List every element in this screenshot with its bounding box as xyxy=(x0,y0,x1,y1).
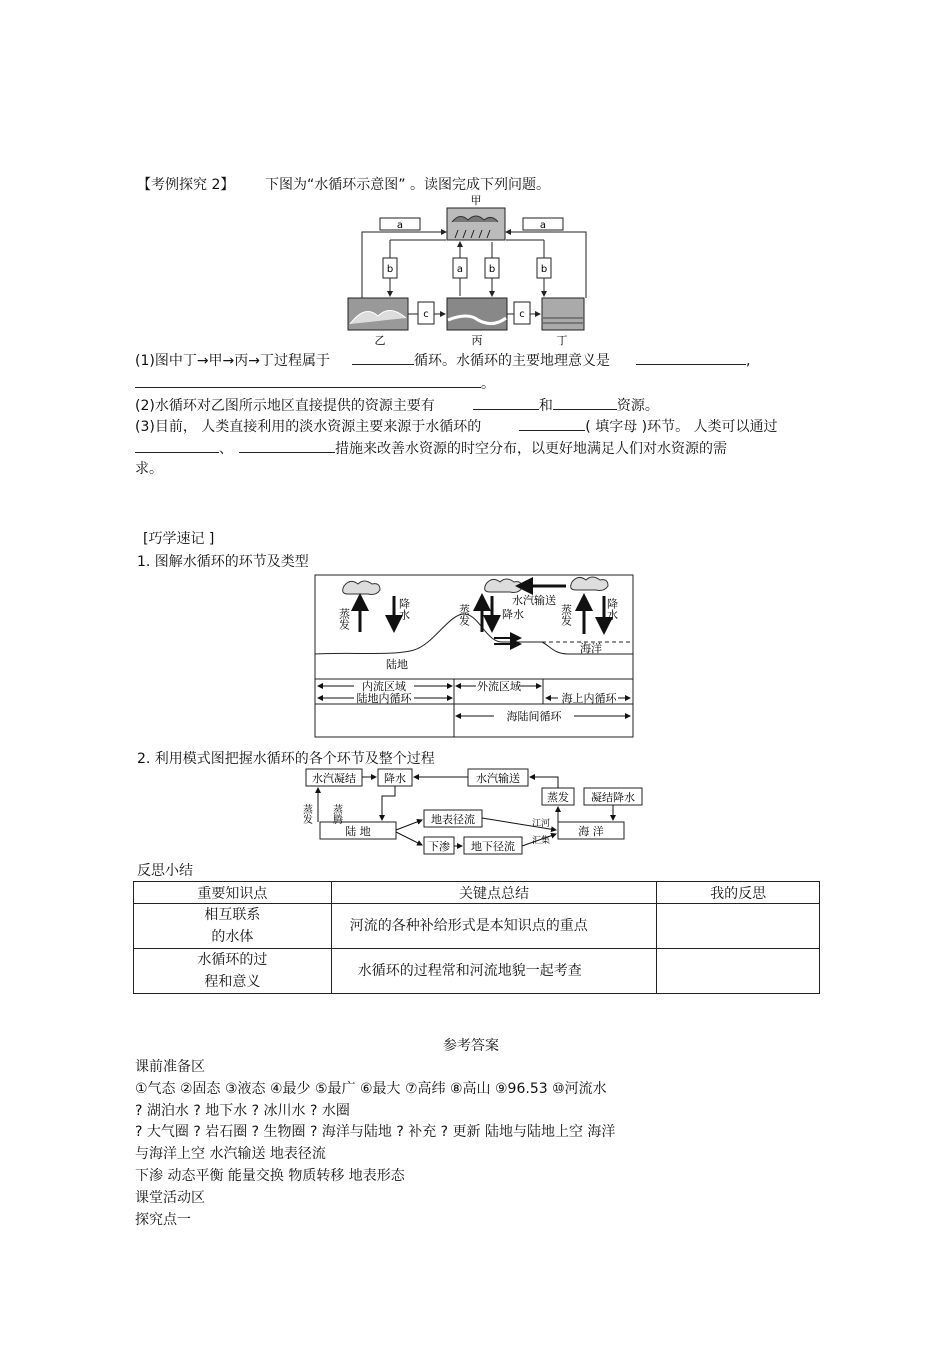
precip-box: 降水 xyxy=(384,772,406,785)
memo-item-1: 1. 图解水循环的环节及类型 xyxy=(137,554,309,570)
answers-line-4: 与海洋上空 水汽输送 地表径流 xyxy=(135,1146,326,1162)
answers-line-1: ①气态 ②固态 ③液态 ④最少 ⑤最广 ⑥最大 ⑦高纬 ⑧高山 ⑨96.53 ⑩河流水 xyxy=(135,1081,607,1097)
seep-box: 下渗 xyxy=(428,840,450,853)
evap-label-3: 蒸发 xyxy=(559,604,573,626)
table-header-row xyxy=(134,882,820,904)
table-row xyxy=(134,949,820,994)
underground-runoff-box: 地下径流 xyxy=(471,840,515,853)
label-a-right: a xyxy=(539,220,547,231)
answers-section-1: 课前准备区 xyxy=(135,1059,205,1075)
evap-vertical-label: 蒸发 xyxy=(300,804,312,824)
answer-blank[interactable] xyxy=(636,350,746,365)
summary-cell: 水循环的过程常和河流地貌一起考查 xyxy=(331,949,657,994)
question-1: (1)图中丁→甲→丙→丁过程属于 循环。水循环的主要地理意义是 , xyxy=(135,350,750,371)
my-reflection-cell[interactable] xyxy=(657,904,820,949)
label-c-1: c xyxy=(423,309,429,320)
river-label-1: 江河 xyxy=(532,819,551,829)
ocean-box: 海 洋 xyxy=(578,825,604,838)
reflection-title: 反思小结 xyxy=(137,863,193,879)
label-bing: 丙 xyxy=(471,334,483,347)
answer-blank[interactable] xyxy=(135,373,481,388)
label-c-2: c xyxy=(519,309,525,320)
question-1-cont: 。 xyxy=(135,373,495,394)
water-cycle-schematic xyxy=(340,192,610,350)
table-header: 关键点总结 xyxy=(331,882,657,904)
river-label-2: 汇集 xyxy=(532,836,551,846)
knowledge-point-cell: 相互联系 的水体 xyxy=(134,904,332,949)
label-a-mid: a xyxy=(456,264,464,275)
answer-blank[interactable] xyxy=(519,416,585,431)
answers-line-5: 下渗 动态平衡 能量交换 物质转移 地表形态 xyxy=(135,1168,405,1184)
answer-blank[interactable] xyxy=(135,438,219,453)
cycle-types-diagram xyxy=(314,574,634,738)
surface-runoff-box: 地表径流 xyxy=(431,813,475,826)
answers-line-3: ? 大气圈 ? 岩石圈 ? 生物圈 ? 海洋与陆地 ? 补充 ? 更新 陆地与陆地上空 海洋 xyxy=(135,1124,616,1140)
question-3-end: 求。 xyxy=(135,461,163,477)
land-box: 陆 地 xyxy=(345,825,371,838)
answers-section-3: 探究点一 xyxy=(135,1212,191,1228)
answer-blank[interactable] xyxy=(553,395,617,410)
sea-land-cycle-label: 海陆间循环 xyxy=(506,710,562,723)
answers-line-2: ? 湖泊水 ? 地下水 ? 冰川水 ? 水圈 xyxy=(135,1103,350,1119)
evap-box: 蒸发 xyxy=(547,791,569,804)
land-cycle-label: 陆地内循环 xyxy=(356,692,412,705)
answer-blank[interactable] xyxy=(239,438,335,453)
evap-label-2: 蒸发 xyxy=(457,604,471,626)
ocean-label: 海洋 xyxy=(580,642,602,655)
evap-label-1: 蒸发 xyxy=(337,608,351,630)
transport-label: 水汽输送 xyxy=(512,594,556,607)
sea-cycle-label: 海上内循环 xyxy=(561,692,617,705)
transport-box: 水汽输送 xyxy=(476,772,520,785)
question-3: (3)目前， 人类直接利用的淡水资源主要来源于水循环的 ( 填字母 )环节。 人类可以通过 xyxy=(135,416,778,437)
question-2: (2)水循环对乙图所示地区直接提供的资源主要有 和 资源。 xyxy=(135,395,659,416)
label-b-3: b xyxy=(540,264,548,275)
knowledge-point-cell: 水循环的过 程和意义 xyxy=(134,949,332,994)
example-tag: 【考例探究 2】 xyxy=(137,177,235,193)
answer-blank[interactable] xyxy=(352,350,414,365)
label-yi: 乙 xyxy=(374,334,386,347)
reflection-table xyxy=(133,881,820,994)
label-a-left: a xyxy=(396,220,404,231)
memo-item-2: 2. 利用模式图把握水循环的各个环节及整个过程 xyxy=(137,751,435,767)
answer-blank[interactable] xyxy=(473,395,539,410)
answers-title: 参考答案 xyxy=(443,1038,499,1054)
ocean-image xyxy=(542,298,584,330)
memo-title: [巧学速记 ] xyxy=(143,531,215,547)
river-image xyxy=(447,298,507,330)
example-intro: 下图为“水循环示意图” 。读图完成下列问题。 xyxy=(265,177,550,193)
label-ding: 丁 xyxy=(556,334,568,347)
table-header: 重要知识点 xyxy=(134,882,332,904)
condense-precip-box: 凝结降水 xyxy=(591,791,635,804)
question-3-cont: 、 措施来改善水资源的时空分布，以更好地满足人们对水资源的需 xyxy=(135,438,727,459)
cycle-model-diagram xyxy=(302,766,650,858)
answers-section-2: 课堂活动区 xyxy=(135,1190,205,1206)
precip-label-1: 降水 xyxy=(397,598,411,620)
inner-region-label: 内流区域 xyxy=(362,680,406,693)
table-header: 我的反思 xyxy=(657,882,820,904)
land-label: 陆地 xyxy=(386,658,408,671)
condense-box: 水汽凝结 xyxy=(312,772,356,785)
my-reflection-cell[interactable] xyxy=(657,949,820,994)
table-row xyxy=(134,904,820,949)
precip-label-2: 降水 xyxy=(502,608,524,621)
boil-label: 蒸腾 xyxy=(330,804,342,824)
summary-cell: 河流的各种补给形式是本知识点的重点 xyxy=(331,904,657,949)
label-b-1: b xyxy=(386,264,394,275)
label-b-2: b xyxy=(488,264,496,275)
outer-region-label: 外流区域 xyxy=(477,680,521,693)
label-jia: 甲 xyxy=(470,194,482,207)
precip-label-3: 降水 xyxy=(605,598,619,620)
